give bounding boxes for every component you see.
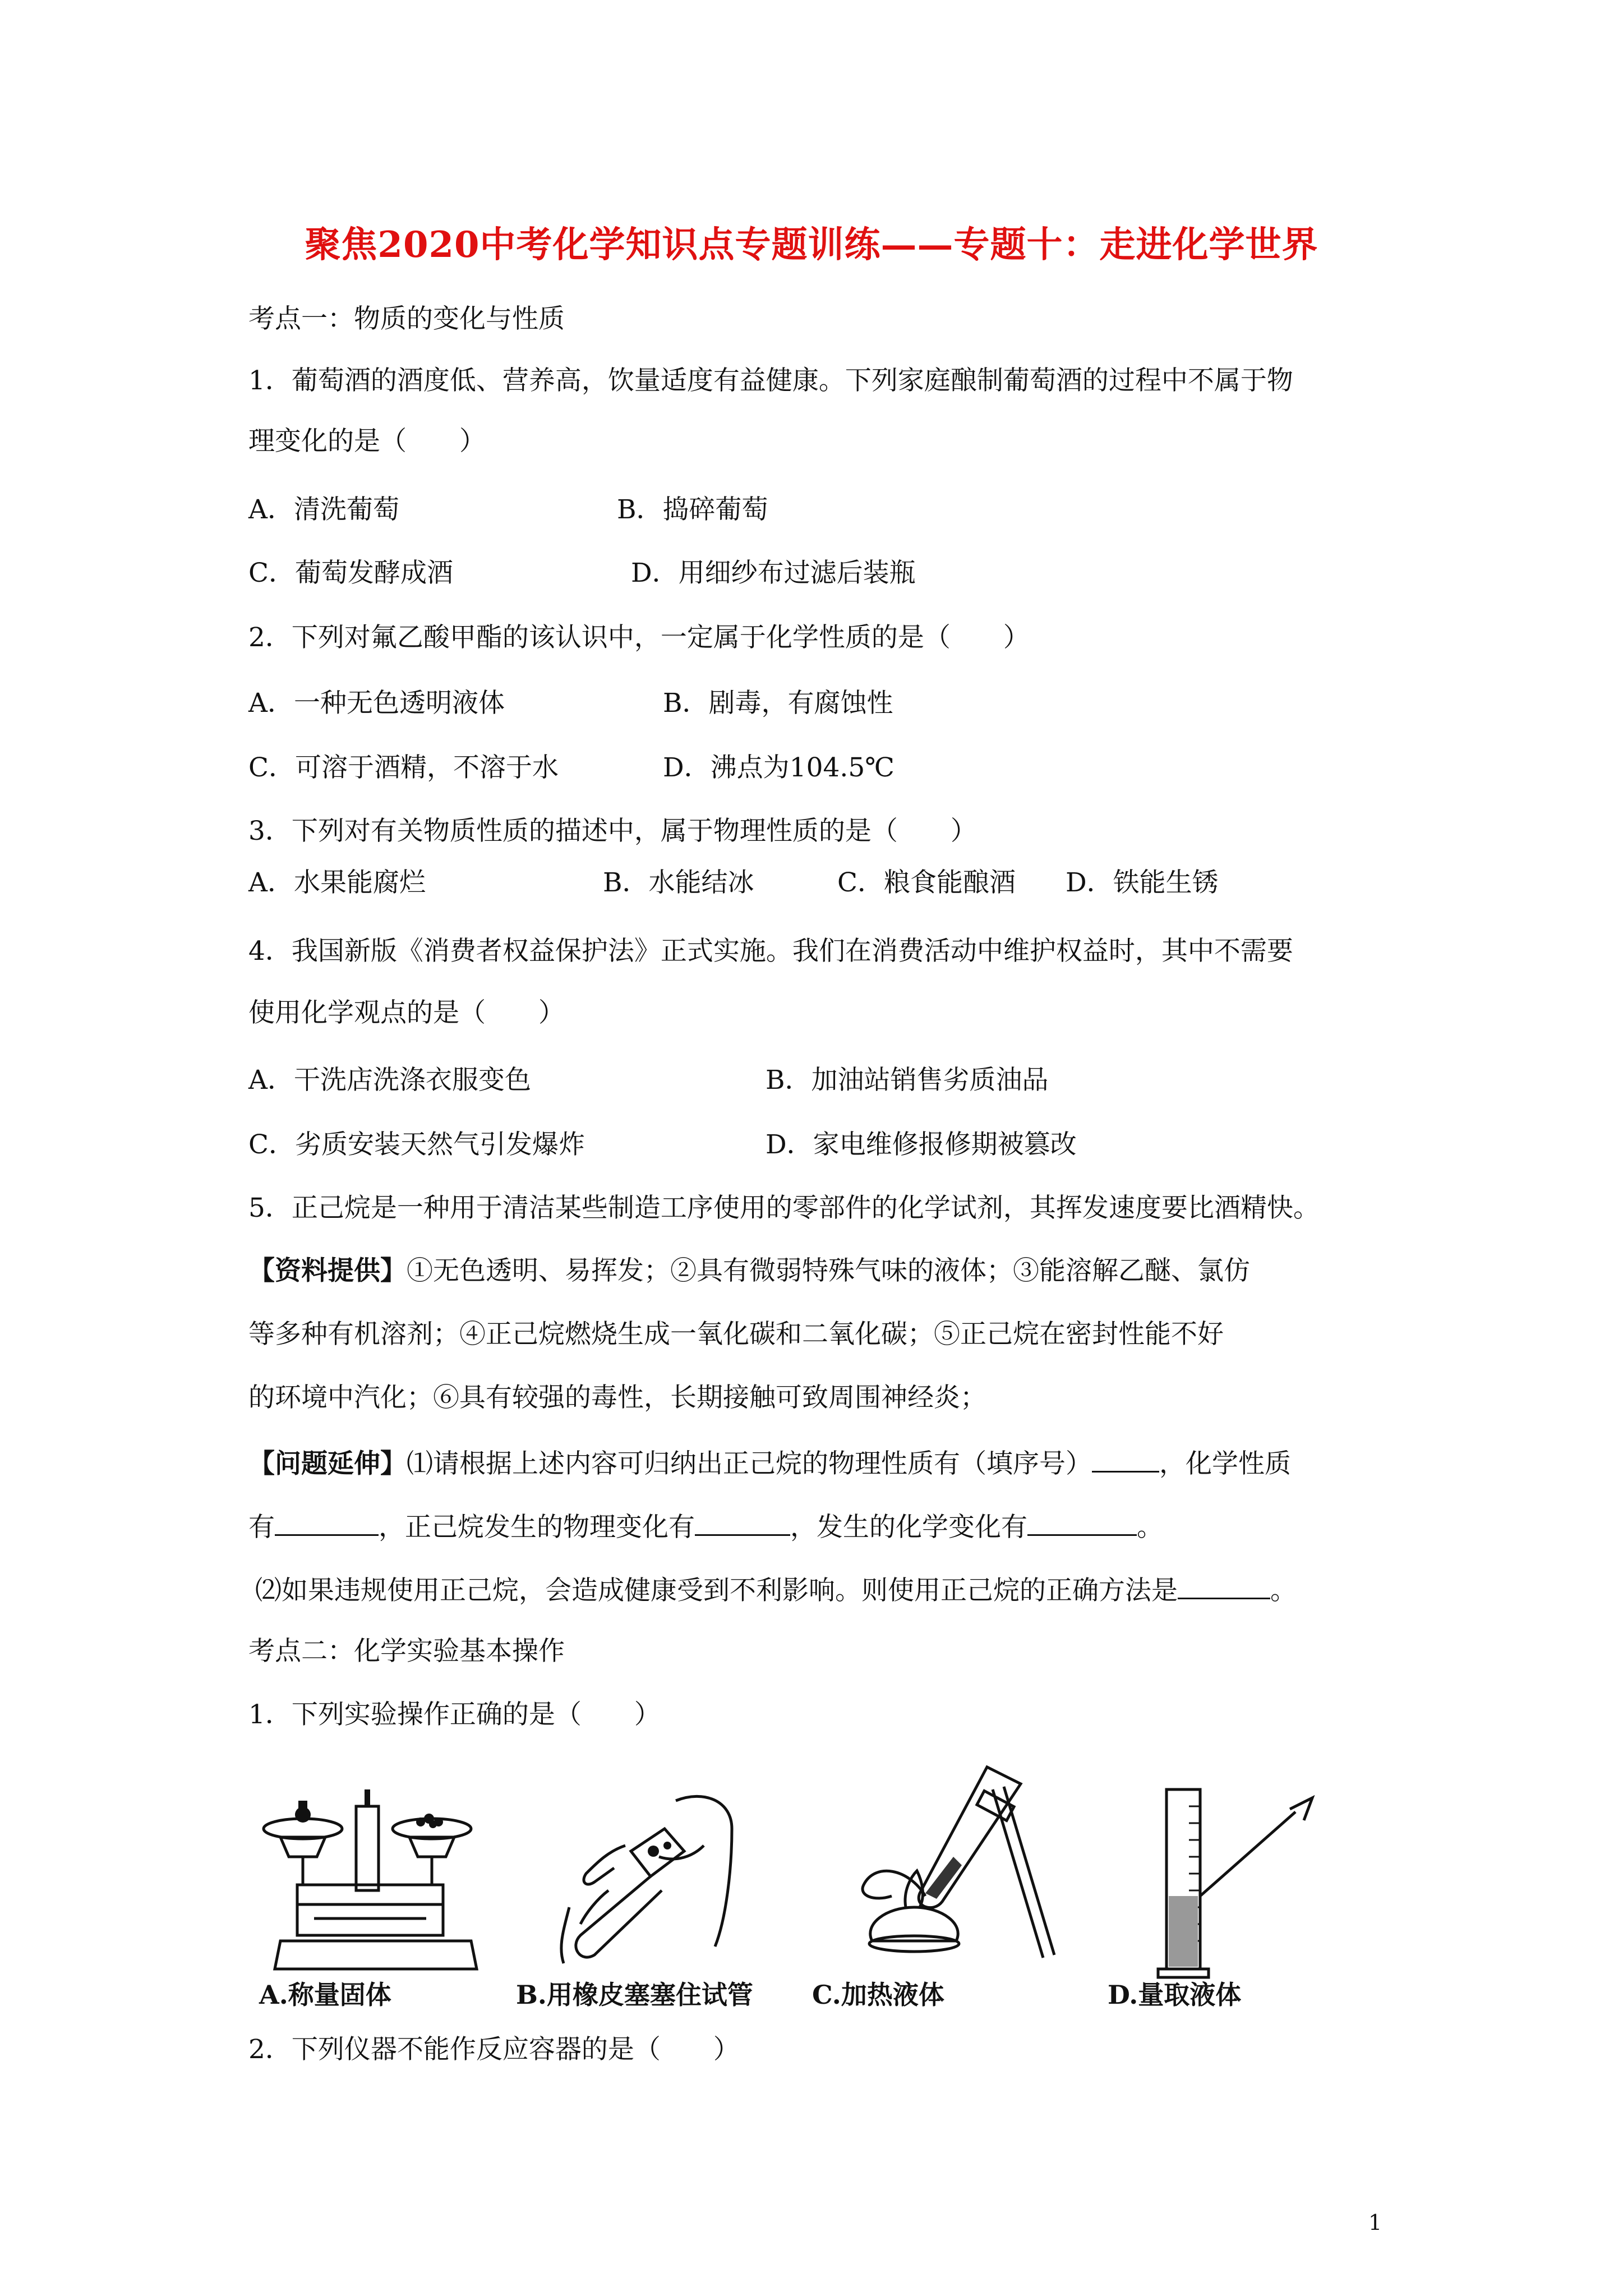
- figure-label-c: C.加热液体: [812, 1980, 944, 2010]
- s2-q1-stem: 1．下列实验操作正确的是（ ）: [248, 1699, 661, 1730]
- q1-option-d: D．用细纱布过滤后装瓶: [631, 558, 916, 588]
- answer-blank-physical[interactable]: [1092, 1448, 1159, 1473]
- q3-option-b: B．水能结冰: [603, 867, 754, 898]
- q3-stem: 3．下列对有关物质性质的描述中，属于物理性质的是（ ）: [248, 816, 977, 846]
- ext-text-3b: 。: [1270, 1575, 1297, 1606]
- document-title: 聚焦2020中考化学知识点专题训练——专题十：走进化学世界: [305, 224, 1318, 266]
- q2-option-b: B．剧毒，有腐蚀性: [663, 688, 893, 719]
- q3-option-d: D．铁能生锈: [1066, 867, 1219, 898]
- info-label: 【资料提供】: [248, 1255, 407, 1286]
- q5-ext-line2: [248, 1512, 1163, 1543]
- q1-option-a: A．清洗葡萄: [248, 494, 399, 525]
- ext-text-2c: ，发生的化学变化有: [790, 1512, 1027, 1543]
- section-heading-2: 考点二：化学实验基本操作: [248, 1636, 565, 1667]
- figure-label-d: D.量取液体: [1108, 1980, 1242, 2010]
- q5-info-line3: 的环境中汽化；⑥具有较强的毒性，长期接触可致周围神经炎；: [248, 1382, 986, 1413]
- page-number: 1: [1368, 2210, 1382, 2235]
- graduated-cylinder-illustration: [1155, 1784, 1329, 1986]
- q2-option-a: A．一种无色透明液体: [248, 688, 505, 719]
- q5-ext-line1: [248, 1448, 1291, 1477]
- q2-option-d: D．沸点为104.5℃: [663, 752, 895, 783]
- q4-stem-line1: 4．我国新版《消费者权益保护法》正式实施。我们在消费活动中维护权益时，其中不需要: [248, 936, 1293, 967]
- answer-blank-chemical-change[interactable]: [1027, 1512, 1137, 1536]
- q4-stem-line2: 使用化学观点的是（ ）: [248, 997, 565, 1028]
- q1-option-b: B．捣碎葡萄: [617, 494, 768, 525]
- q2-option-c: C．可溶于酒精，不溶于水: [248, 752, 559, 783]
- q5-ext-line3: [255, 1575, 1297, 1604]
- answer-blank-chemical[interactable]: [275, 1512, 379, 1536]
- q4-option-d: D．家电维修报修期被篡改: [766, 1129, 1077, 1160]
- q5-info-line2: 等多种有机溶剂；④正己烷燃烧生成一氧化碳和二氧化碳；⑤正己烷在密封性能不好: [248, 1319, 1224, 1350]
- ext-text-1b: ，化学性质: [1159, 1448, 1291, 1479]
- q3-option-c: C．粮食能酿酒: [837, 867, 1016, 898]
- ext-text-2a: 有: [248, 1512, 275, 1543]
- figure-label-a: A.称量固体: [259, 1980, 391, 2010]
- balance-scale-illustration: [258, 1784, 494, 1980]
- q3-option-a: A．水果能腐烂: [248, 867, 426, 898]
- q4-option-c: C．劣质安装天然气引发爆炸: [248, 1129, 585, 1160]
- test-tube-stopper-illustration: [547, 1778, 760, 1980]
- ext-text-1a: ⑴请根据上述内容可归纳出正己烷的物理性质有（填序号）: [407, 1448, 1092, 1479]
- section-heading-1: 考点一：物质的变化与性质: [248, 303, 565, 334]
- heating-liquid-illustration: [841, 1756, 1066, 1980]
- q4-option-b: B．加油站销售劣质油品: [766, 1065, 1049, 1096]
- q1-stem-line1: 1．葡萄酒的酒度低、营养高，饮量适度有益健康。下列家庭酿制葡萄酒的过程中不属于物: [248, 365, 1293, 396]
- ext-text-3a: ⑵如果违规使用正己烷，会造成健康受到不利影响。则使用正己烷的正确方法是: [255, 1575, 1178, 1606]
- q2-stem: 2．下列对氟乙酸甲酯的该认识中，一定属于化学性质的是（ ）: [248, 622, 1030, 653]
- q4-option-a: A．干洗店洗涤衣服变色: [248, 1065, 531, 1096]
- info-text-1: ①无色透明、易挥发；②具有微弱特殊气味的液体；③能溶解乙醚、氯仿: [407, 1255, 1250, 1286]
- ext-text-2b: ，正己烷发生的物理变化有: [379, 1512, 695, 1543]
- s2-q2-stem: 2．下列仪器不能作反应容器的是（ ）: [248, 2034, 740, 2065]
- q1-option-c: C．葡萄发酵成酒: [248, 558, 453, 588]
- ext-label: 【问题延伸】: [248, 1448, 407, 1479]
- answer-blank-method[interactable]: [1178, 1575, 1270, 1599]
- figure-label-b: B.用橡皮塞塞住试管: [516, 1980, 753, 2010]
- q5-info-line1: [248, 1255, 1250, 1286]
- q5-stem: 5．正己烷是一种用于清洁某些制造工序使用的零部件的化学试剂，其挥发速度要比酒精快。: [248, 1193, 1320, 1223]
- answer-blank-physical-change[interactable]: [695, 1512, 790, 1536]
- q1-stem-line2: 理变化的是（ ）: [248, 426, 486, 457]
- ext-text-2d: 。: [1137, 1512, 1163, 1543]
